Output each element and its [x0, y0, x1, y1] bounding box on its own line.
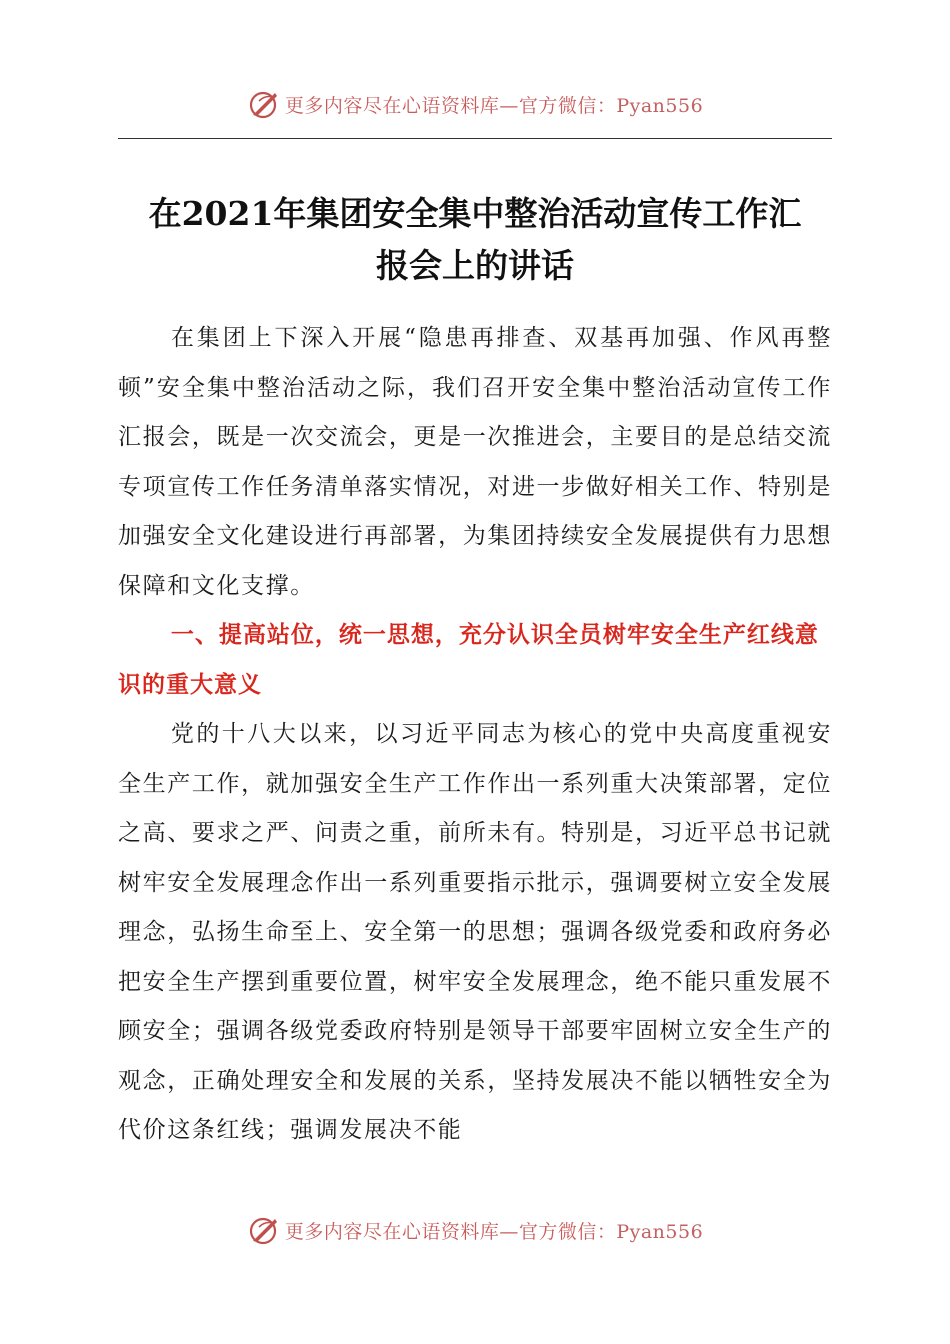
- title-line-2: 报会上的讲话: [376, 246, 574, 285]
- header-banner: [0, 84, 950, 124]
- title-line-1: 在2021年集团安全集中整治活动宣传工作汇: [148, 194, 802, 233]
- document-title: [118, 188, 832, 292]
- header-banner-slogan: 更多内容尽在心语资料库—官方微信：: [284, 94, 617, 117]
- footer-banner-slogan: 更多内容尽在心语资料库—官方微信：: [284, 1220, 617, 1243]
- footer-banner: [0, 1210, 950, 1250]
- section-heading-1: 一、提高站位，统一思想，充分认识全员树牢安全生产红线意识的重大意义: [118, 622, 819, 698]
- intro-paragraph: 在集团上下深入开展“隐患再排查、双基再加强、作风再整顿”安全集中整治活动之际，我们召开安全集中整治活动宣传工作汇报会，既是一次交流会，更是一次推进会，主要目的是总结交流专项宣传工作任务清单落实情况，对进一步做好相关工作、特别是加强安全文化建设进行再部署，为集团持续安全发展提供有力思想保障和文化支撑。: [118, 325, 832, 599]
- section-1-paragraph: 党的十八大以来，以习近平同志为核心的党中央高度重视安全生产工作，就加强安全生产工作作出一系列重大决策部署，定位之高、要求之严、问责之重，前所未有。特别是，习近平总书记就树牢安全发展理念作出一系列重要指示批示，强调要树立安全发展理念，弘扬生命至上、安全第一的思想；强调各级党委和政府务必把安全生产摆到重要位置，树牢安全发展理念，绝不能只重发展不顾安全；强调各级党委政府特别是领导干部要牢固树立安全生产的观念，正确处理安全和发展的关系，坚持发展决不能以牺牲安全为代价这条红线；强调发展决不能: [118, 721, 832, 1143]
- footer-banner-text: [285, 1217, 703, 1244]
- header-wechat-id: Pyan556: [616, 94, 704, 117]
- document-body: [118, 314, 832, 1156]
- quill-pen-logo-icon: [247, 1213, 281, 1247]
- header-banner-text: [285, 91, 703, 118]
- quill-pen-logo-icon: [247, 87, 281, 121]
- footer-wechat-id: Pyan556: [616, 1220, 704, 1243]
- header-divider: [118, 138, 832, 139]
